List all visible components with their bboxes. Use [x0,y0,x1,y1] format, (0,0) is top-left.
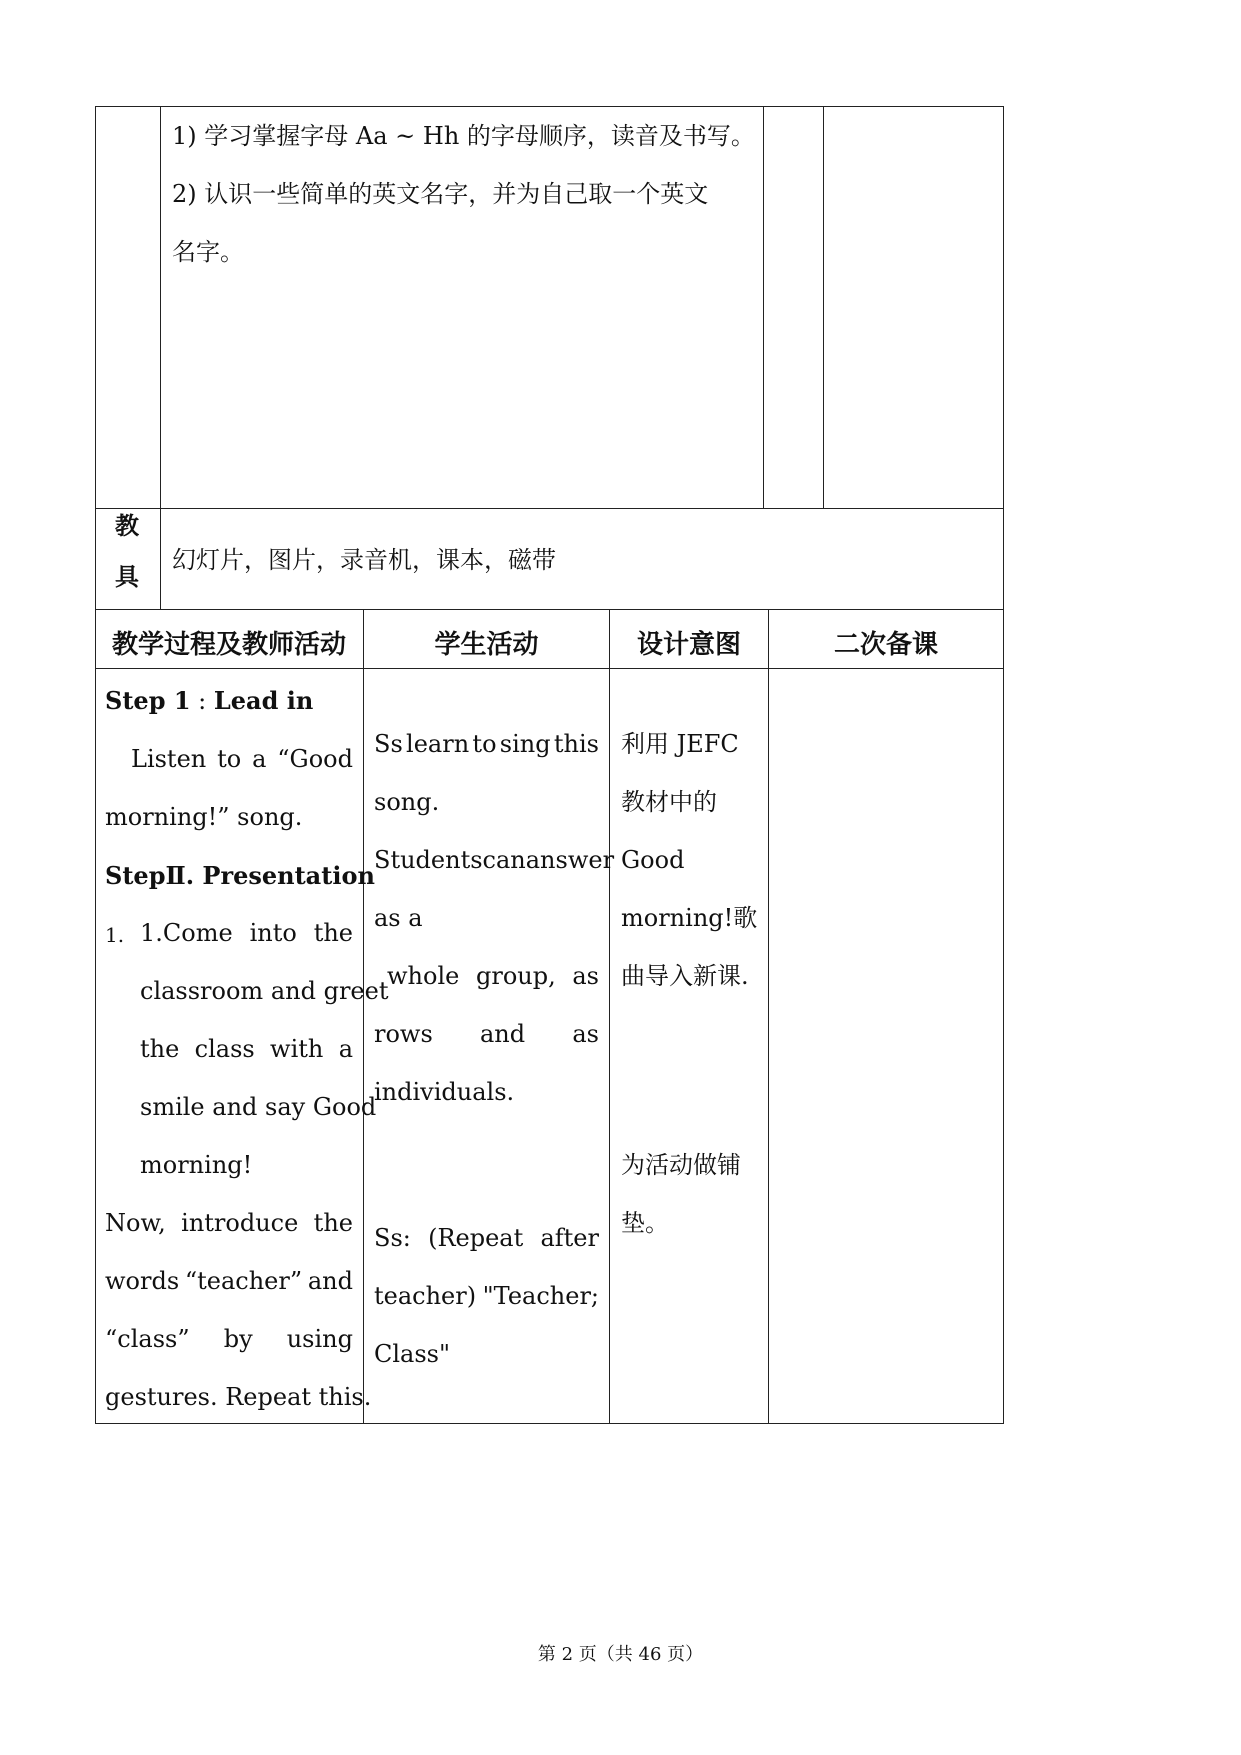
intent-line-2: 教材中的 [621,788,717,816]
step1-sep: : [190,687,214,715]
step2-heading: StepⅡ. Presentation [105,861,375,890]
step1-label: Step 1 [105,686,191,715]
step1-title: Lead in [213,686,314,715]
individuals-line: individuals. [374,1078,515,1106]
ss-learn-line: Ss learn to sing this [374,730,599,758]
row-divider-objectives [95,508,1004,509]
tools-value: 幻灯片，图片，录音机，课本，磁带 [172,546,556,574]
objective-2-line1: 2) 认识一些简单的英文名字，并为自己取一个英文 [172,180,709,208]
smile-line: smile and say Good [140,1093,377,1121]
classroom-line: classroom and greet [140,977,389,1005]
table-right-border [1003,106,1004,1424]
upper-col-divider-2 [823,106,824,509]
table-bottom-border [95,1423,1004,1424]
words-line: words “teacher” and [105,1267,353,1295]
class-gesture-line: “class” by using [105,1325,353,1353]
intent-line-7: 垫。 [621,1209,669,1237]
step1-heading [105,686,313,716]
intent-line-3: Good [621,846,685,874]
the-class-line: the class with a [140,1035,353,1063]
students-line: Students can answer [374,846,615,874]
lower-col-divider-1 [363,609,364,1424]
as-a-line: as a [374,904,423,932]
whole-group-line: whole group, as [387,962,599,990]
upper-label-col-divider [160,106,161,610]
song-line: song. [374,788,440,816]
intent-line-1: 利用 JEFC [621,730,739,758]
morning-exclaim-line: morning! [140,1151,253,1179]
item-number: 1. [105,923,125,947]
lower-col-divider-2 [609,609,610,1424]
intent-line-5: 曲导入新课. [621,962,749,990]
row-divider-tools [95,609,1004,610]
come-line: 1.Come into the [140,919,353,947]
ss-repeat-line: Ss: (Repeat after [374,1224,599,1252]
intent-line-6: 为活动做铺 [621,1151,741,1179]
header-student: 学生活动 [434,630,539,660]
tools-label-1: 教 [115,511,139,540]
tools-label-2: 具 [115,562,139,591]
intent-line-4: morning!歌 [621,904,758,932]
table-left-border [95,106,96,1424]
table-top-border [95,106,1004,107]
lower-col-divider-3 [768,609,769,1424]
listen-line: Listen to a “Good [131,745,353,773]
header-intent: 设计意图 [636,630,741,660]
gestures-line: gestures. Repeat this. [105,1383,372,1411]
objective-1: 1) 学习掌握字母 Aa ~ Hh 的字母顺序，读音及书写。 [172,122,755,150]
teacher-line: teacher) "Teacher; [374,1282,599,1310]
objective-2-line2: 名字。 [172,238,244,266]
now-line: Now, introduce the [105,1209,353,1237]
upper-col-divider-1 [763,106,764,509]
header-bottom-border [95,668,1004,669]
rows-line: rows and as [374,1020,599,1048]
class-end-line: Class" [374,1340,451,1368]
header-second: 二次备课 [833,630,938,660]
header-process: 教学过程及教师活动 [111,630,346,660]
morning-song-line: morning!” song. [105,803,303,831]
page-footer: 第 2 页（共 46 页） [537,1644,704,1665]
